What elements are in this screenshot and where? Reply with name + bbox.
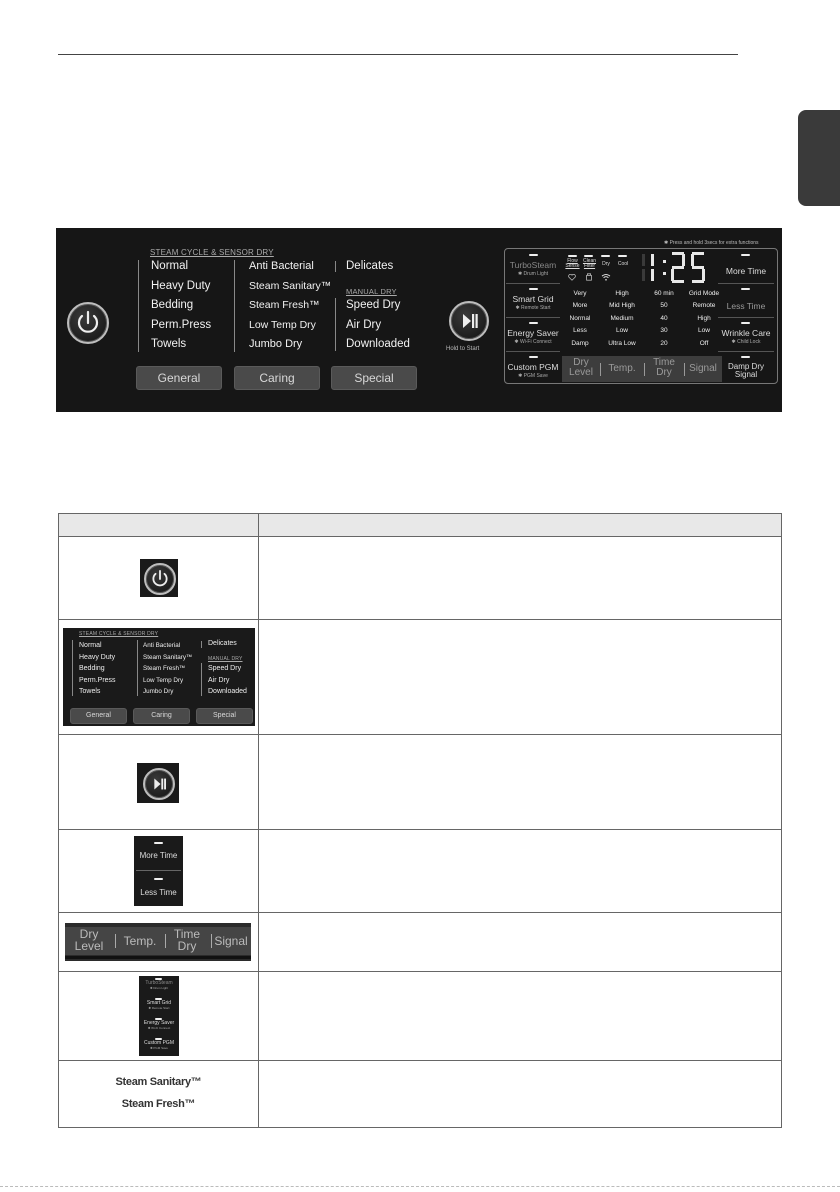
table-row <box>59 537 782 620</box>
led-indicator <box>741 288 750 290</box>
table-cell <box>59 913 259 972</box>
turbosteam-label: TurboSteam <box>509 260 557 270</box>
table-cell <box>59 537 259 620</box>
remote-start-sub: ✱ Remote Start <box>148 1006 170 1010</box>
led-indicator <box>529 322 538 324</box>
divider <box>335 261 336 272</box>
custom-pgm-label: Custom PGM <box>507 362 559 372</box>
table-cell <box>59 1061 259 1128</box>
table-row <box>59 735 782 830</box>
cycle-delicates: Delicates <box>208 640 237 647</box>
pgm-save-sub: ✱ PGM Save <box>150 1046 168 1050</box>
cycle-normal: Normal <box>79 642 102 649</box>
table-row <box>59 620 782 735</box>
led-indicator <box>601 255 610 257</box>
less-time-label: Less Time <box>140 888 177 897</box>
signal-label: Signal <box>214 934 248 948</box>
cycle-jumbo-dry: Jumbo Dry <box>143 688 174 695</box>
cycle-low-temp-dry[interactable]: Low Temp Dry <box>249 318 316 331</box>
steam-cycle-header: STEAM CYCLE & SENSOR DRY <box>79 631 159 637</box>
cycle-column-2 <box>143 640 192 698</box>
dry-level-label: Dry Level <box>74 927 104 953</box>
led-indicator <box>529 254 538 256</box>
table-cell <box>59 735 259 830</box>
table-header-cell <box>259 514 782 537</box>
power-button[interactable] <box>67 302 109 344</box>
cycle-column-3 <box>208 663 247 698</box>
options-grid <box>562 290 722 352</box>
led-indicator <box>154 842 163 844</box>
cycle-speed-dry[interactable]: Speed Dry <box>346 299 401 311</box>
table-cell <box>259 972 782 1061</box>
controls-table <box>58 513 782 1128</box>
divider <box>234 260 235 352</box>
option-value: Low <box>698 327 710 335</box>
custom-pgm-button[interactable] <box>506 352 560 385</box>
cycle-column-2 <box>249 260 331 358</box>
header-rule <box>58 54 738 55</box>
option-strip <box>562 356 722 382</box>
more-time-button[interactable] <box>718 250 774 284</box>
left-functions <box>506 250 560 385</box>
energy-saver-item <box>139 1016 179 1036</box>
divider <box>335 298 336 351</box>
cycle-normal[interactable]: Normal <box>151 260 189 272</box>
option-value: Mid High <box>609 302 635 310</box>
smart-grid-label: Smart Grid <box>512 294 554 304</box>
table-cell <box>259 830 782 913</box>
table-cell <box>259 735 782 830</box>
cycle-steam-sanitary[interactable]: Steam Sanitary™ <box>249 279 332 292</box>
table-row <box>59 1061 782 1128</box>
cycle-steam-sanitary: Steam Sanitary™ <box>143 653 193 661</box>
temp-label: Temp. <box>123 934 157 948</box>
manual-dry-header: MANUAL DRY <box>346 287 397 296</box>
wrinkle-care-button[interactable] <box>718 318 774 352</box>
cycle-perm-press: Perm.Press <box>79 676 116 684</box>
cycle-bedding: Bedding <box>79 665 105 672</box>
cycle-low-temp-dry: Low Temp Dry <box>143 676 184 684</box>
table-cell <box>259 537 782 620</box>
power-icon <box>69 304 107 342</box>
less-time-label: Less Time <box>726 301 766 311</box>
option-value: Medium <box>610 314 634 322</box>
cycle-heavy-duty: Heavy Duty <box>79 653 116 661</box>
table-cell <box>59 830 259 913</box>
start-pause-button <box>143 768 175 800</box>
general-button[interactable]: General <box>136 366 222 390</box>
cycle-column-1 <box>79 640 116 698</box>
table-cell <box>259 1061 782 1128</box>
steam-sanitary-label: Steam Sanitary™ <box>115 1076 202 1088</box>
remote-start-sub: ✱ Remote Start <box>515 305 551 311</box>
heart-icon <box>568 274 576 281</box>
cycle-downloaded[interactable]: Downloaded <box>346 338 410 350</box>
led-indicator <box>584 255 593 257</box>
wifi-icon <box>601 273 611 281</box>
option-value: 20 <box>660 339 668 347</box>
led-indicator <box>741 322 750 324</box>
cycle-towels: Towels <box>79 688 101 695</box>
special-button: Special <box>196 708 253 724</box>
wifi-connect-sub: ✱ Wi-Fi Connect <box>147 1026 171 1030</box>
turbosteam-button[interactable] <box>506 250 560 284</box>
cycle-speed-dry: Speed Dry <box>208 665 242 672</box>
option-value: 60 min <box>654 290 674 297</box>
option-value: 40 <box>660 314 668 322</box>
right-functions <box>718 250 774 385</box>
table-cell <box>59 972 259 1061</box>
cycle-delicates[interactable]: Delicates <box>346 260 394 272</box>
steam-fresh-label: Steam Fresh™ <box>121 1098 196 1110</box>
table-cell <box>259 913 782 972</box>
time-display <box>642 252 712 284</box>
damp-dry-signal-button[interactable] <box>718 352 774 385</box>
led-indicator <box>741 254 750 256</box>
option-value: Off <box>699 339 709 347</box>
cycle-steam-fresh: Steam Fresh™ <box>143 665 186 672</box>
cycle-heavy-duty[interactable]: Heavy Duty <box>151 279 211 292</box>
option-value: Less <box>573 327 587 335</box>
caring-button[interactable]: Caring <box>234 366 320 390</box>
dry-label: Dry <box>602 261 610 267</box>
option-value: Ultra Low <box>608 339 636 347</box>
extra-functions-note: ✱ Press and hold 3secs for extra functions <box>664 240 759 246</box>
cycle-air-dry[interactable]: Air Dry <box>346 318 382 331</box>
table-row <box>59 972 782 1061</box>
option-value: Normal <box>569 314 591 322</box>
damp-dry-signal-label: Damp Dry Signal <box>727 362 764 379</box>
play-pause-icon <box>145 770 173 798</box>
mini-start-pause-image <box>137 763 179 803</box>
led-indicator <box>154 878 163 880</box>
filter-icon <box>585 273 593 281</box>
led-indicator <box>568 255 577 257</box>
more-time-label: More Time <box>725 266 767 276</box>
manual-dry-header: MANUAL DRY <box>208 656 243 662</box>
divider <box>138 260 139 352</box>
child-lock-sub: ✱ Child Lock <box>731 339 761 345</box>
dry-level-button[interactable]: Dry Level <box>569 357 593 378</box>
cycle-anti-bacterial[interactable]: Anti Bacterial <box>249 260 314 272</box>
cycle-column-3 <box>346 299 410 358</box>
table-cell <box>259 620 782 735</box>
custom-pgm-item <box>139 1036 179 1056</box>
option-value: Damp <box>571 339 589 347</box>
table-header-cell <box>59 514 259 537</box>
hold-to-start-label: Hold to Start <box>446 346 480 352</box>
wrinkle-care-label: Wrinkle Care <box>721 328 771 338</box>
turbosteam-item <box>139 976 179 996</box>
led-indicator <box>741 356 750 358</box>
play-pause-icon <box>451 303 487 339</box>
time-dry-label: Time Dry <box>173 927 201 953</box>
cycle-downloaded: Downloaded <box>208 688 247 695</box>
cool-label: Cool <box>617 261 629 267</box>
language-side-tab <box>798 110 840 206</box>
table-row <box>59 830 782 913</box>
cycle-bedding[interactable]: Bedding <box>151 299 194 311</box>
option-value: 50 <box>660 302 668 310</box>
option-value: High <box>697 314 711 322</box>
option-value: More <box>572 302 588 310</box>
drum-light-sub: ✱ Drum Light <box>149 986 169 990</box>
energy-saver-label: Energy Saver <box>143 1020 175 1026</box>
smart-grid-label: Smart Grid <box>146 1000 172 1006</box>
option-value: Low <box>616 327 628 335</box>
smart-grid-item <box>139 996 179 1016</box>
table-row <box>59 913 782 972</box>
option-value: High <box>615 290 629 297</box>
caring-button: Caring <box>133 708 190 724</box>
option-value: 30 <box>660 327 668 335</box>
cycle-steam-fresh[interactable]: Steam Fresh™ <box>249 299 320 311</box>
cycle-column-1 <box>151 260 211 358</box>
cycle-air-dry: Air Dry <box>208 676 230 684</box>
energy-saver-label: Energy Saver <box>507 328 559 338</box>
option-value: Remote <box>692 302 716 310</box>
cycle-anti-bacterial: Anti Bacterial <box>143 642 181 649</box>
cycle-towels[interactable]: Towels <box>151 338 187 350</box>
mini-options-image <box>65 923 251 961</box>
option-value: Grid Mode <box>688 290 720 297</box>
general-button: General <box>70 708 127 724</box>
time-dry-button[interactable]: Time Dry <box>653 357 675 378</box>
pgm-save-sub: ✱ PGM Save <box>518 373 548 379</box>
smart-grid-button[interactable] <box>506 284 560 318</box>
turbosteam-label: TurboSteam <box>145 980 173 986</box>
mini-functions-image <box>139 976 179 1056</box>
power-icon <box>146 565 174 593</box>
led-indicator <box>529 288 538 290</box>
start-pause-button[interactable] <box>449 301 489 341</box>
temp-button[interactable]: Temp. <box>608 363 636 374</box>
clean-filter-label: Clean Filter <box>582 258 597 269</box>
cycle-perm-press[interactable]: Perm.Press <box>151 318 212 331</box>
table-cell <box>59 620 259 735</box>
mini-cycles-image <box>63 628 255 726</box>
energy-saver-button[interactable] <box>506 318 560 352</box>
mini-power-image <box>140 559 178 597</box>
less-time-button[interactable] <box>718 284 774 318</box>
flow-sense-label: Flow Sense <box>565 258 580 269</box>
signal-button[interactable]: Signal <box>689 363 717 374</box>
mini-time-image <box>134 836 183 906</box>
custom-pgm-label: Custom PGM <box>143 1040 174 1046</box>
drum-light-sub: ✱ Drum Light <box>517 271 549 277</box>
option-value: Very <box>573 290 587 297</box>
led-indicator <box>618 255 627 257</box>
page-bottom-dashed-line <box>0 1186 840 1187</box>
steam-cycle-header: STEAM CYCLE & SENSOR DRY <box>150 248 274 257</box>
led-indicator <box>529 356 538 358</box>
special-button[interactable]: Special <box>331 366 417 390</box>
wifi-connect-sub: ✱ Wi-Fi Connect <box>514 339 552 345</box>
dryer-control-panel <box>56 228 782 412</box>
more-time-label: More Time <box>139 851 178 860</box>
power-button <box>144 563 176 595</box>
cycle-jumbo-dry[interactable]: Jumbo Dry <box>249 338 303 350</box>
